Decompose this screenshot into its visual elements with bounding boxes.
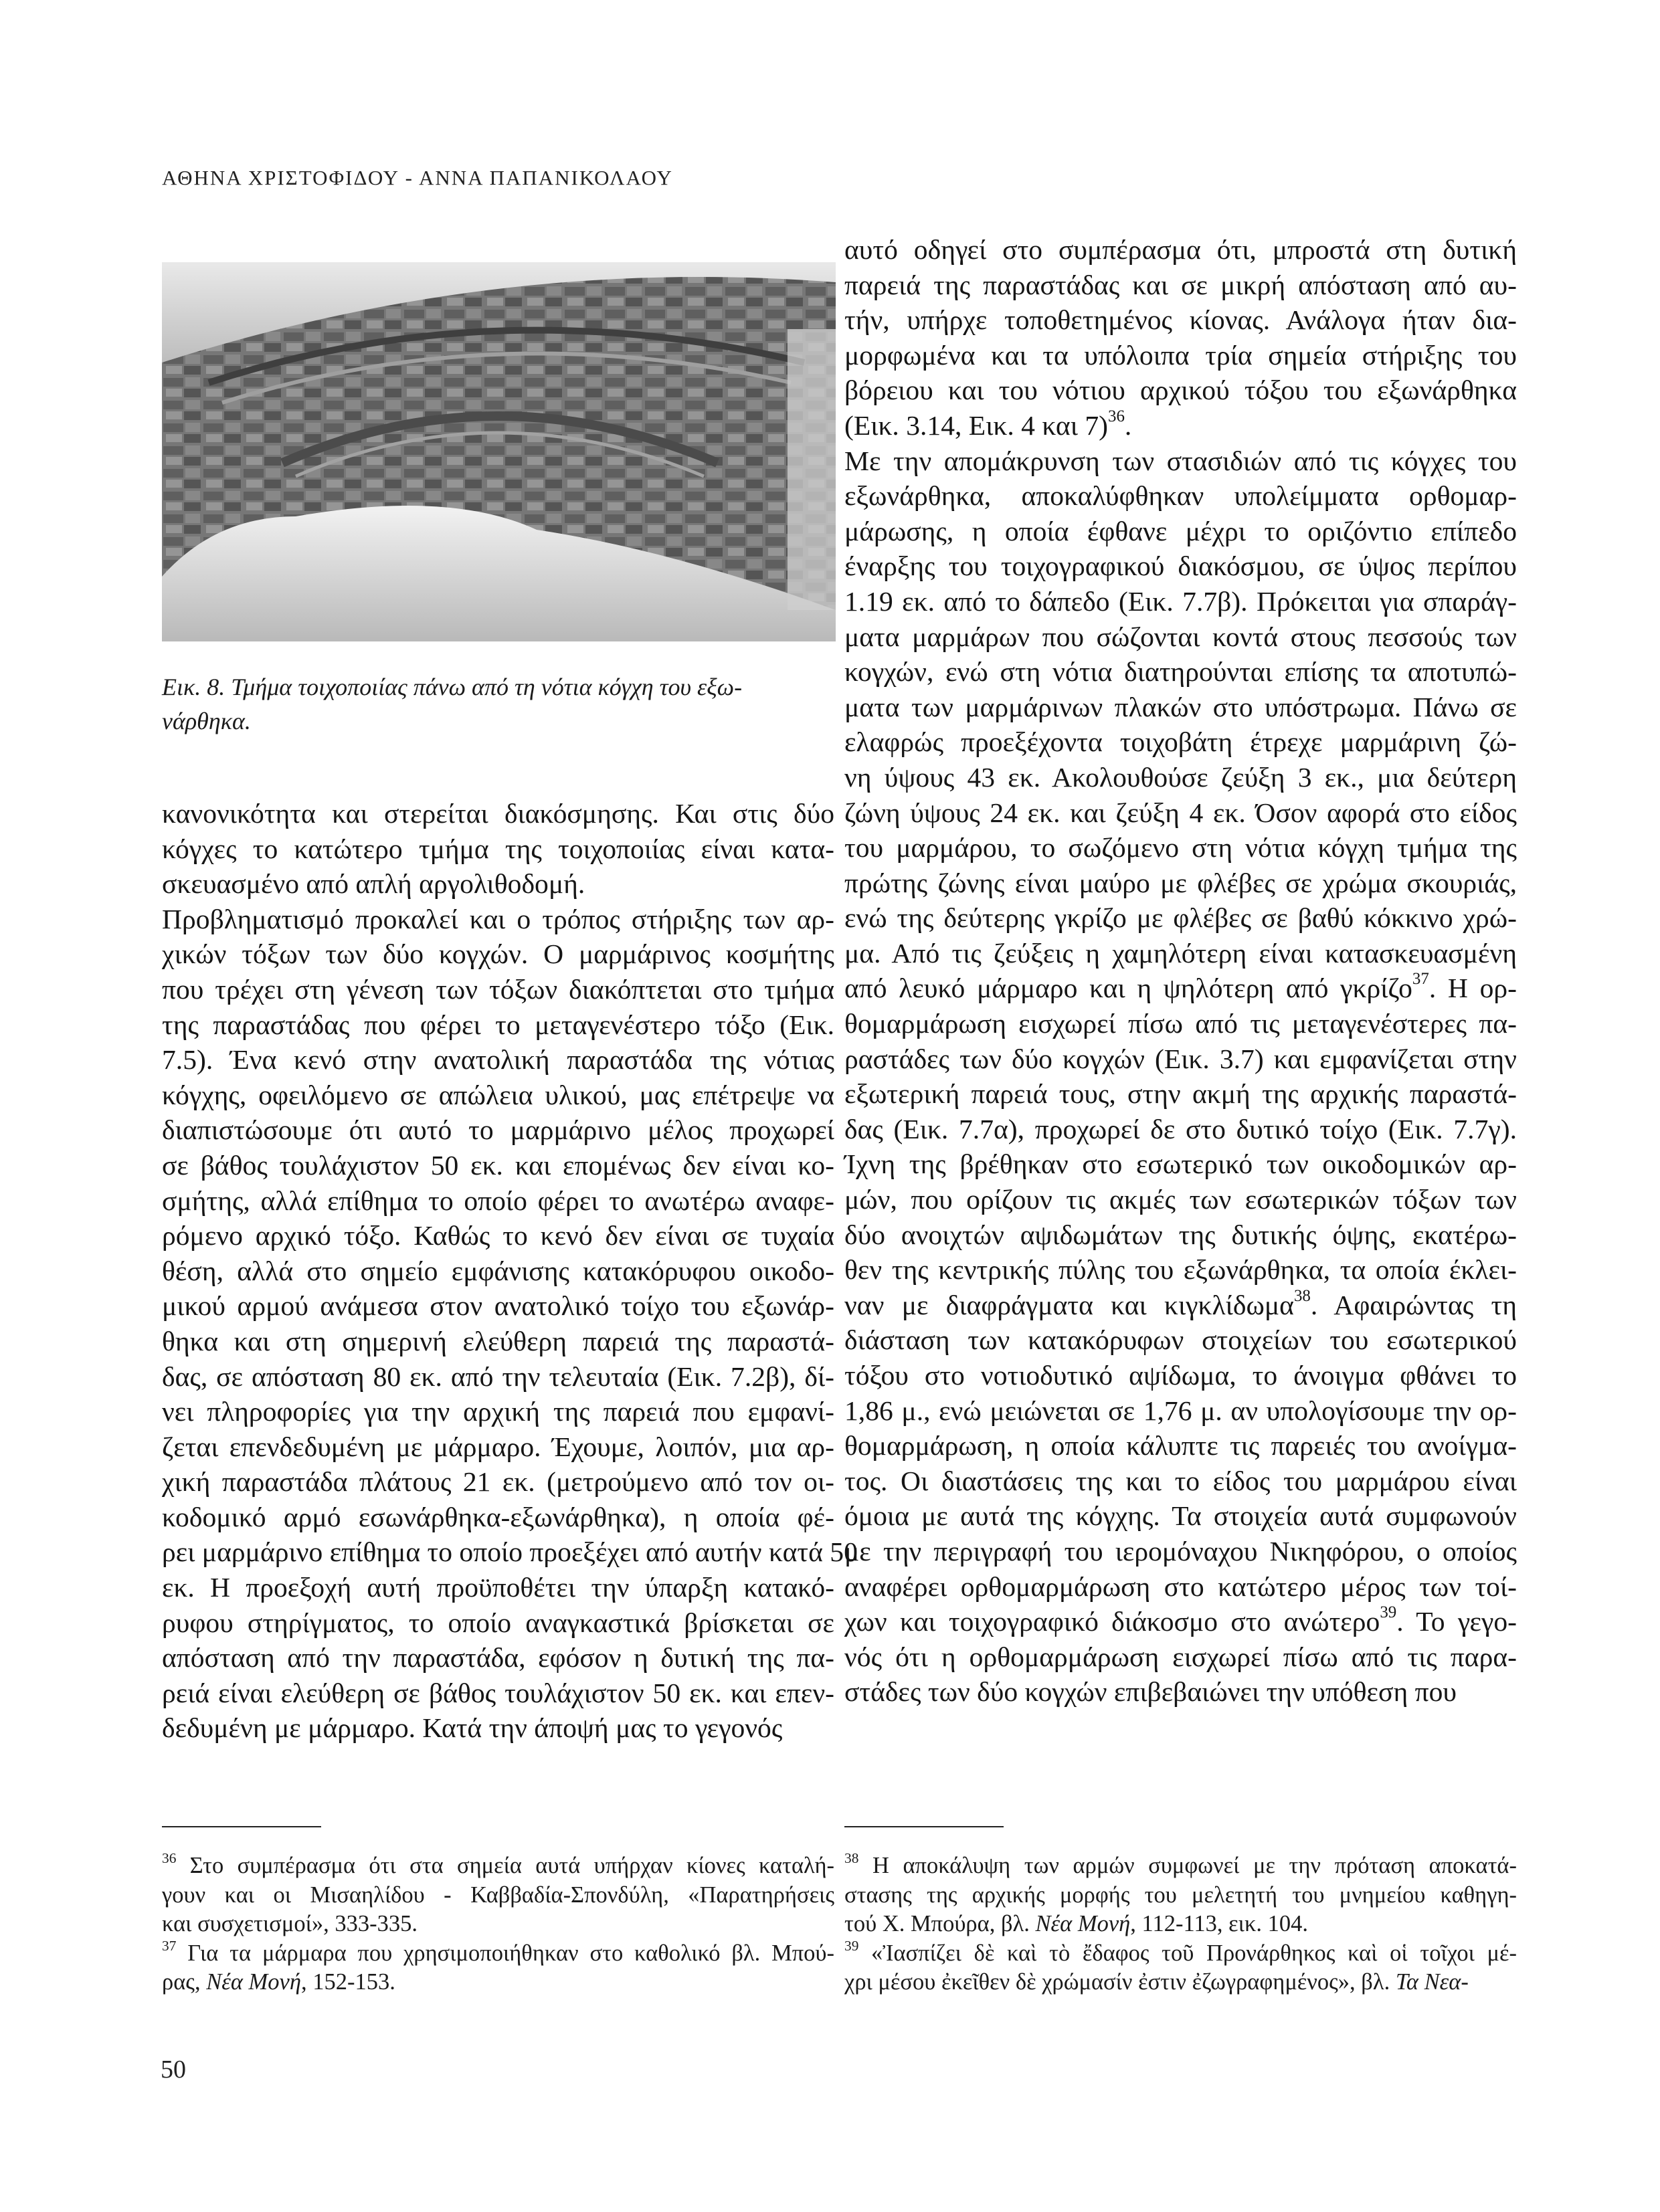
footnote-line: χρι μέσου ἐκεῖθεν δὲ χρώμασίν ἐστιν ἐζωγραφημένος», βλ. Τα Νεα- [844,1969,1469,1995]
body-text-line: δύο ανοιχτών αψιδωμάτων της δυτικής όψης, εκατέρω- [844,1219,1517,1250]
footnote-line: $^{38}$ Η αποκάλυψη των αρμών συμφωνεί με την πρόταση αποκατά- [844,1850,1517,1878]
body-text-line: ματα μαρμάρων που σώζονται κοντά στους πεσσούς των [844,621,1517,652]
body-text-line: Ίχνη της βρέθηκαν στο εσωτερικό των οικοδομικών αρ- [844,1148,1517,1180]
body-text-line: θεν της κεντρικής πύλης του εξωνάρθηκα, τα οποία έκλει- [844,1254,1517,1286]
footnotes-right [844,1851,1517,1997]
body-text-line: σε βάθος τουλάχιστον 50 εκ. και επομένως δεν είναι κο- [162,1149,834,1181]
figure-photo [162,262,836,641]
body-text-line: θηκα και στη σημερινή ελεύθερη παρειά της παραστά- [162,1325,834,1356]
body-text-line: ρόμενο αρχικό τόξο. Καθώς το κενό δεν είναι σε τυχαία [162,1220,834,1251]
footnote-reference: 39 [1380,1603,1397,1622]
body-text-line: στάδες των δύο κογχών επιβεβαιώνει την υπόθεση που [844,1676,1457,1708]
caption-line: νάρθηκα. [162,708,251,734]
body-text-line: δας, σε απόσταση 80 εκ. από την τελευταία (Εικ. 7.2β), δί- [162,1361,834,1392]
body-text-line: ρειά είναι ελεύθερη σε βάθος τουλάχιστον 50 εκ. και επεν- [162,1677,834,1708]
body-text-line: ζώνη ύψους 24 εκ. και ζεύξη 4 εκ. Όσον αφορά στο είδος [844,797,1517,828]
body-text-line: απόσταση από την παραστάδα, εφόσον η δυτική της πα- [162,1642,834,1674]
footnote-rule-right [844,1826,1004,1827]
body-text-line: κόγχες το κατώτερο τμήμα της τοιχοποιίας είναι κατα- [162,833,834,864]
footnote-number: 36 [162,1850,177,1867]
body-text-line: σκευασμένο από απλή αργολιθοδομή. [162,868,585,900]
body-text-line: της παραστάδας που φέρει το μεταγενέστερο τόξο (Εικ. [162,1009,834,1040]
body-text-line: τος. Οι διαστάσεις της και το είδος του μαρμάρου είναι [844,1465,1517,1496]
body-text-line: νός ότι η ορθομαρμάρωση εισχωρεί πίσω από τις παρα- [844,1641,1517,1672]
footnote-line: και συσχετισμοί», 333-335. [162,1911,418,1936]
body-text-line: ζεται επενδεδυμένη με μάρμαρο. Έχουμε, λοιπόν, μια αρ- [162,1431,834,1462]
body-text-line: όμοια με αυτά της κόγχης. Τα στοιχεία αυτά συμφωνούν [844,1500,1517,1532]
body-text-line: διάσταση των κατακόρυφων στοιχείων του εσωτερικού [844,1324,1517,1356]
caption-line: Εικ. 8. Τμήμα τοιχοποιίας πάνω από τη νότια κόγχη του εξω- [162,674,743,700]
body-text-line: 1,86 μ., ενώ μειώνεται σε 1,76 μ. αν υπολογίσουμε την ορ- [844,1395,1517,1426]
footnote-number: 37 [162,1937,177,1954]
body-text-line: χικών τόξων των δύο κογχών. Ο μαρμάρινος κοσμήτης [162,938,834,970]
body-text-line: (Εικ. 3.14, Εικ. 4 και 7)$^{36}$. [844,407,1132,441]
body-text-line: χων και τοιχογραφικό διάκοσμο στο ανώτερο$^{39}$. Το γεγο- [844,1603,1517,1637]
body-text-line: διαπιστώσουμε ότι αυτό το μαρμάρινο μέλος προχωρεί [162,1114,834,1146]
footnote-line: γουν και οι Μισαηλίδου - Καββαδία-Σπονδύλη, «Παρατηρήσεις [162,1882,834,1908]
footnote-line: $^{37}$ Για τα μάρμαρα που χρησιμοποιήθηκαν στο καθολικό βλ. Μπού- [162,1937,834,1966]
body-text-line: βόρειου και του νότιου αρχικού τόξου του εξωνάρθηκα [844,375,1517,406]
body-text-line: παρειά της παραστάδας και σε μικρή απόσταση από αυ- [844,269,1517,300]
body-text-line: από λευκό μάρμαρο και η ψηλότερη από γκρίζο$^{37}$. Η ορ- [844,970,1517,1004]
body-text-line: μορφωμένα και τα υπόλοιπα τρία σημεία στήριξης του [844,339,1517,371]
footnote-reference: 38 [1293,1286,1311,1305]
body-text-line: κογχών, ενώ στη νότια διατηρούνται επίσης τα αποτυπώ- [844,656,1517,688]
body-text-line: χική παραστάδα πλάτους 21 εκ. (μετρούμενο από τον οι- [162,1466,834,1498]
body-text-line: αναφέρει ορθομαρμάρωση στο κατώτερο μέρος των τοί- [844,1571,1517,1602]
italic-title: Τα Νεα- [1395,1969,1469,1995]
footnote-line: $^{36}$ Στο συμπέρασμα ότι στα σημεία αυτά υπήρχαν κίονες καταλή- [162,1850,834,1878]
body-text-line: νη ύψους 43 εκ. Ακολουθούσε ζεύξη 3 εκ., μια δεύτερη [844,761,1517,793]
body-text-line: σμήτης, αλλά επίθημα το οποίο φέρει το ανωτέρω αναφε- [162,1185,834,1216]
body-text-line: πρώτης ζώνης είναι μαύρο με φλέβες σε χρώμα σκουριάς, [844,867,1517,898]
page-number: 50 [161,2055,186,2084]
footnotes-left [162,1851,834,1997]
body-text-line: μάρωσης, η οποία έφθανε μέχρι το οριζόντιο επίπεδο [844,515,1517,546]
body-text-line: ρει μαρμάρινο επίθημα το οποίο προεξέχει από αυτήν κατά 50 [162,1536,858,1568]
body-text-line: Προβληματισμό προκαλεί και ο τρόπος στήριξης των αρ- [162,903,834,934]
body-text-line: εξωτερική παρειά τους, στην ακμή της αρχικής παραστά- [844,1078,1517,1110]
body-text-line: τόξου στο νοτιοδυτικό αψίδωμα, το άνοιγμα φθάνει το [844,1360,1517,1391]
body-text-line: θομαρμάρωση, η οποία κάλυπτε τις παρειές του ανοίγμα- [844,1430,1517,1462]
footnote-line: ρας, Νέα Μονή, 152-153. [162,1969,395,1995]
footnote-reference: 36 [1107,407,1125,426]
right-column-text [844,232,1517,1710]
footnote-number: 39 [844,1937,859,1954]
body-text-line: 7.5). Ένα κενό στην ανατολική παραστάδα της νότιας [162,1044,834,1076]
body-text-line: ρυφου στηρίγματος, το οποίο αναγκαστικά βρίσκεται σε [162,1607,834,1638]
figure-caption [162,670,834,738]
body-text-line: ελαφρώς προεξέχοντα τοιχοβάτη έτρεχε μαρμάρινη ζώ- [844,726,1517,758]
footnote-line: τού Χ. Μπούρα, βλ. Νέα Μονή, 112-113, εικ. 104. [844,1911,1308,1936]
body-text-line: ραστάδες των δύο κογχών (Εικ. 3.7) και εμφανίζεται στην [844,1043,1517,1074]
body-text-line: του μαρμάρου, το σωζόμενο στη νότια κόγχη τμήμα της [844,832,1517,864]
footnote-reference: 37 [1412,970,1429,989]
body-text-line: θέση, αλλά στο σημείο εμφάνισης κατακόρυφου οικοδο- [162,1255,834,1286]
italic-title: Νέα Μονή [206,1969,301,1995]
body-text-line: μικού αρμού ανάμεσα στον ανατολικό τοίχο του εξωνάρ- [162,1290,834,1322]
body-text-line: Με την απομάκρυνση των στασιδιών από τις κόγχες του [844,445,1517,476]
body-text-line: εκ. Η προεξοχή αυτή προϋποθέτει την ύπαρξη κατακό- [162,1572,834,1603]
body-text-line: 1.19 εκ. από το δάπεδο (Εικ. 7.7β). Πρόκειται για σπαράγ- [844,585,1517,617]
body-text-line: κόγχης, οφειλόμενο σε απώλεια υλικού, μας επέτρεψε να [162,1079,834,1110]
body-text-line: μών, που ορίζουν τις ακμές των εσωτερικών τόξων των [844,1184,1517,1215]
body-text-line: τήν, υπήρχε τοποθετημένος κίονας. Ανάλογα ήταν δια- [844,304,1517,336]
body-text-line: κοδομικό αρμό εσωνάρθηκα-εξωνάρθηκα), η οποία φέ- [162,1501,834,1532]
footnote-line: στασης της αρχικής μορφής του μελετητή του μνημείου καθηγη- [844,1882,1517,1908]
body-text-line: κανονικότητα και στερείται διακόσμησης. Και στις δύο [162,798,834,829]
left-column-text [162,796,858,1746]
body-text-line: με την περιγραφή του ιερομόναχου Νικηφόρου, ο οποίος [844,1535,1517,1567]
body-text-line: έναρξης του τοιχογραφικού διακόσμου, σε ύψος περίπου [844,550,1517,582]
footnote-rule-left [162,1826,321,1827]
body-text-line: ναν με διαφράγματα και κιγκλίδωμα$^{38}$. Αφαιρώντας τη [844,1286,1517,1320]
body-text-line: δεδυμένη με μάρμαρο. Κατά την άποψή μας το γεγονός [162,1712,783,1744]
body-text-line: θομαρμάρωση εισχωρεί πίσω από τις μεταγενέστερες πα- [844,1008,1517,1039]
body-text-line: ματα των μαρμάρινων πλακών στο υπόστρωμα. Πάνω σε [844,691,1517,722]
body-text-line: δας (Εικ. 7.7α), προχωρεί δε στο δυτικό τοίχο (Εικ. 7.7γ). [844,1113,1517,1144]
body-text-line: αυτό οδηγεί στο συμπέρασμα ότι, μπροστά στη δυτική [844,234,1517,265]
footnote-line: $^{39}$ «Ἰασπίζει δὲ καὶ τὸ ἔδαφος τοῦ Προνάρθηκος καὶ οἱ τοῖχοι μέ- [844,1937,1517,1966]
body-text-line: ενώ της δεύτερης γκρίζο με φλέβες σε βαθύ κόκκινο χρώ- [844,902,1517,934]
footnote-number: 38 [844,1850,859,1867]
body-text-line: μα. Από τις ζεύξεις η χαμηλότερη είναι κατασκευασμένη [844,937,1517,969]
body-text-line: νει πληροφορίες για την αρχική της παρειά που εμφανί- [162,1396,834,1427]
body-text-line: που τρέχει στη γένεση των τόξων διακόπτεται στο τμήμα [162,973,834,1005]
italic-title: Νέα Μονή [1035,1911,1131,1936]
body-text-line: εξωνάρθηκα, αποκαλύφθηκαν υπολείμματα ορθομαρ- [844,480,1517,512]
running-head: ΑΘΗΝΑ ΧΡΙΣΤΟΦΙΔΟΥ - ΑΝΝΑ ΠΑΠΑΝΙΚΟΛΑΟΥ [162,166,673,189]
